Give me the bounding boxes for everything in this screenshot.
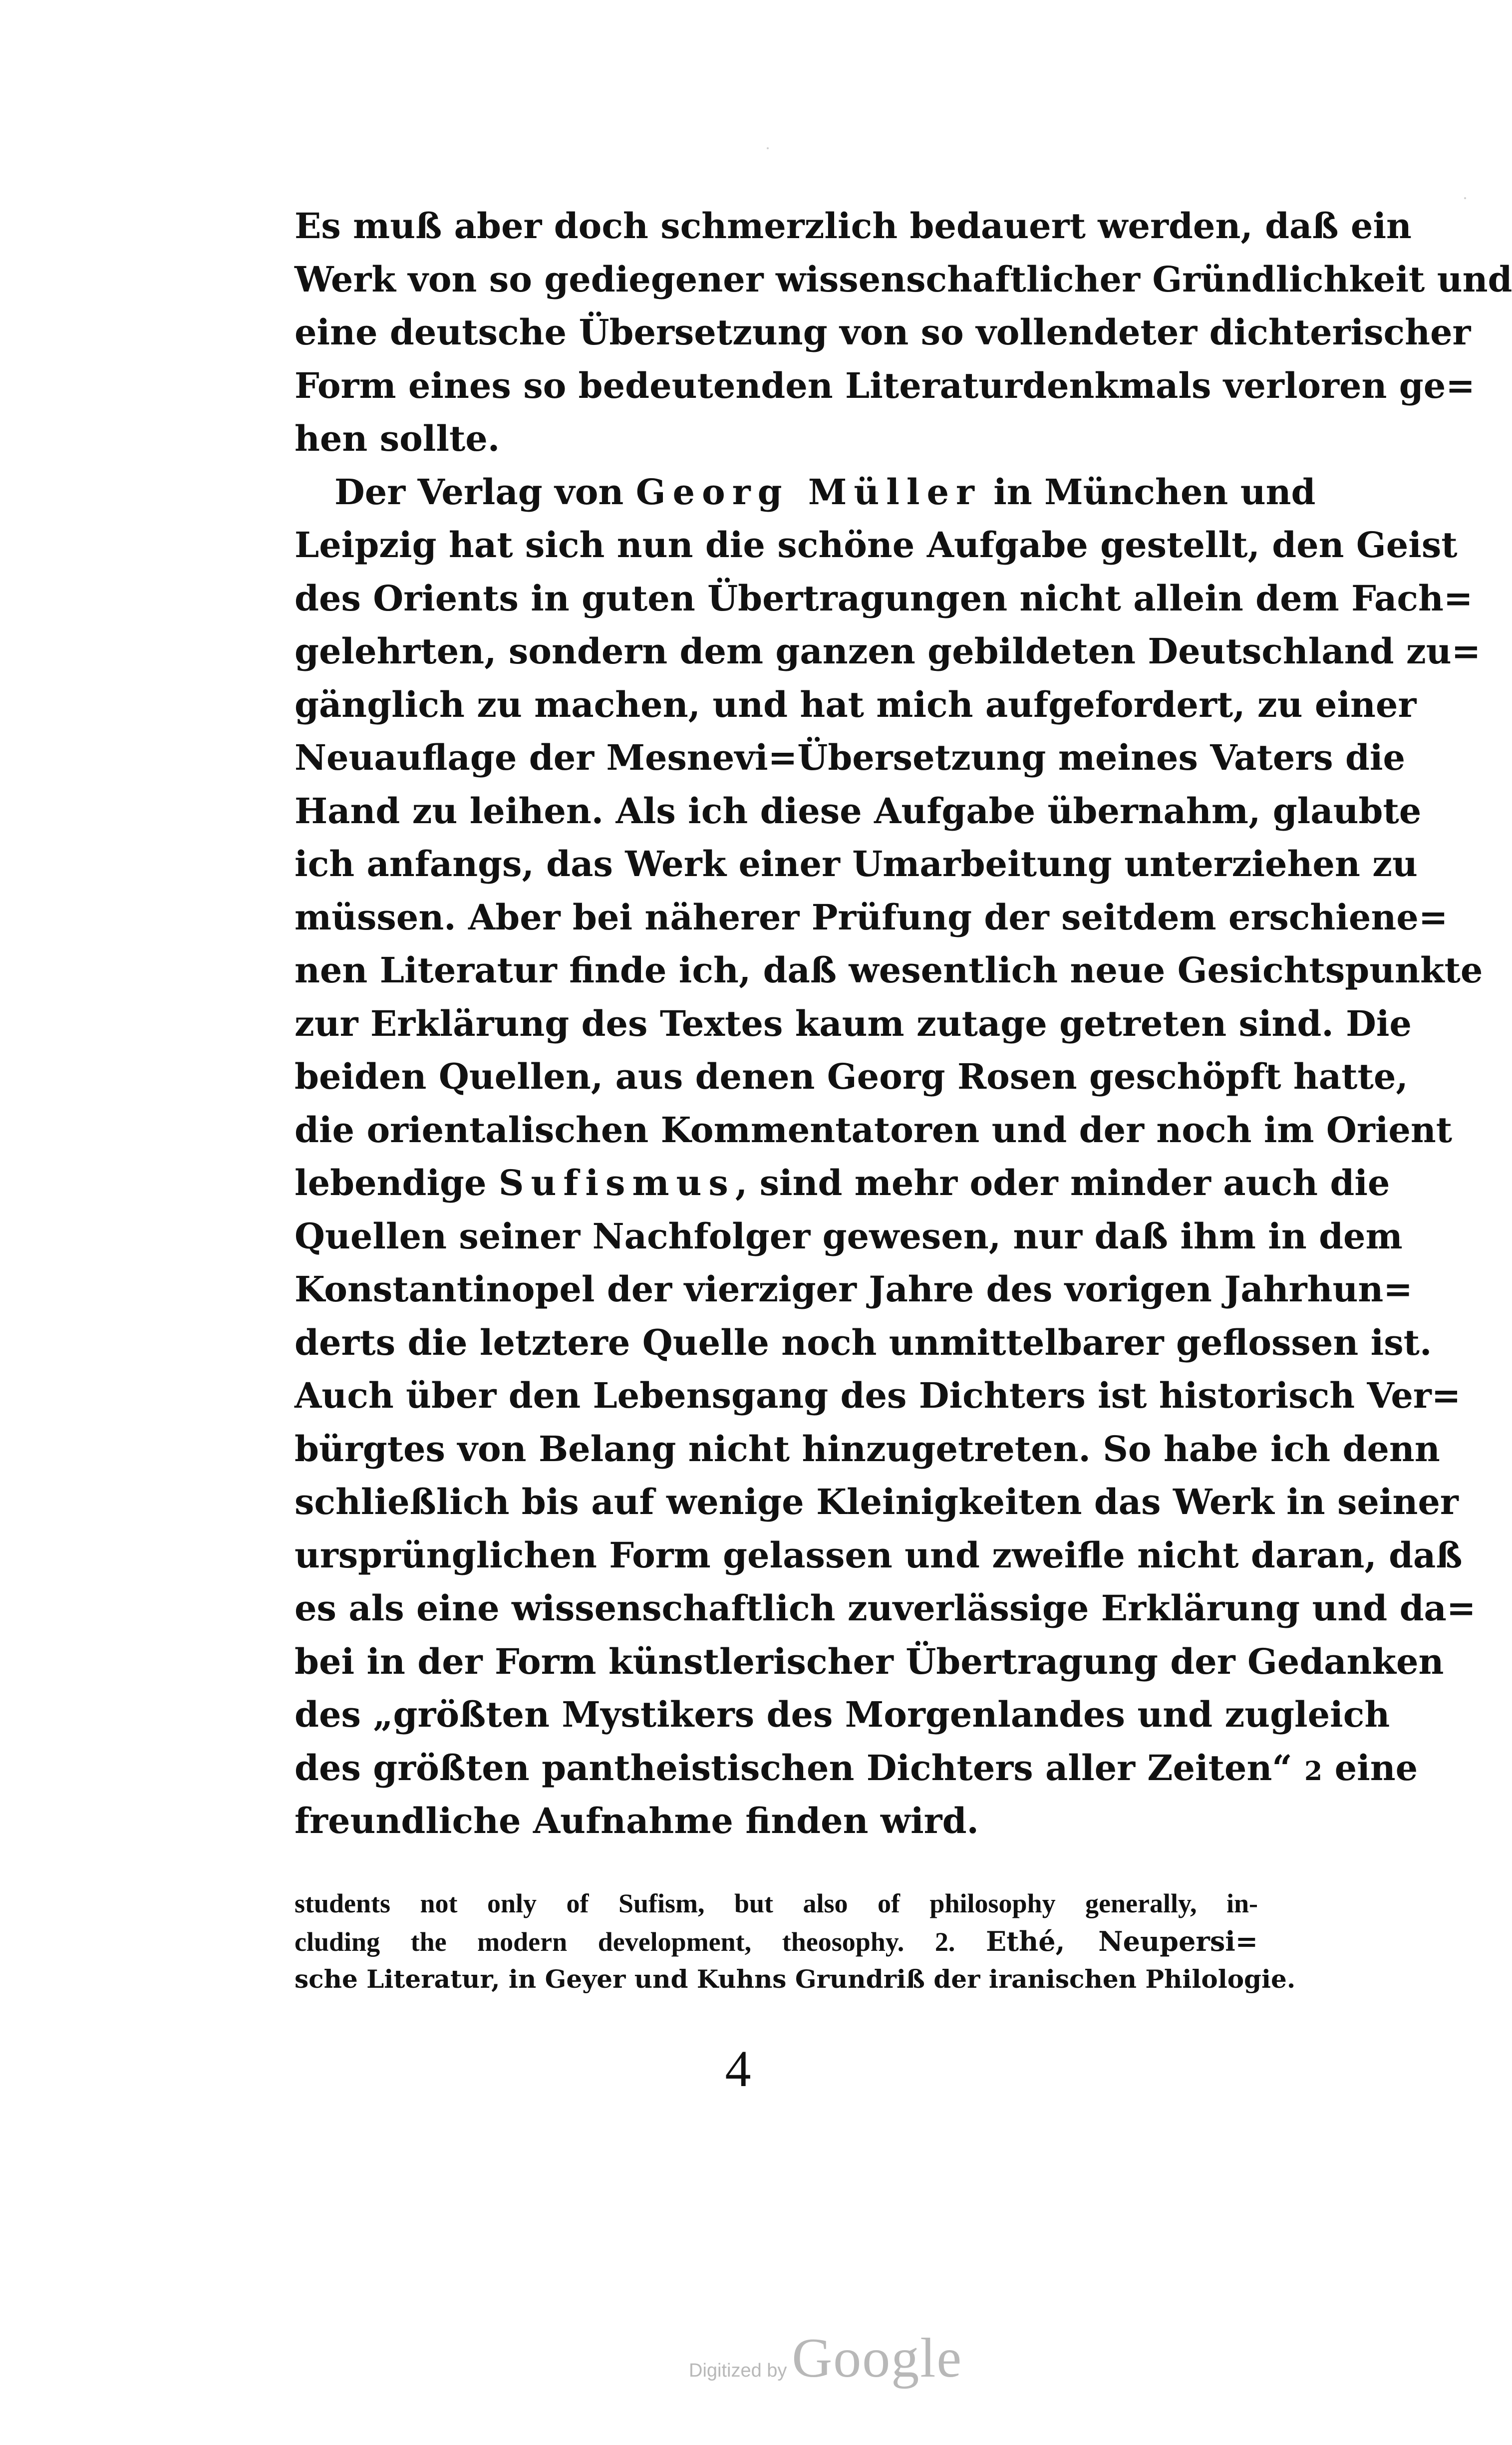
- watermark-prefix: Digitized by: [689, 2360, 787, 2381]
- text-line: des „größten Mystikers des Morgenlandes und zugleich: [295, 1694, 1390, 1735]
- footnote-line: students not only of Sufism, but also of philosophy generally, in-: [295, 1888, 1258, 1918]
- text-segment: eine: [1334, 1747, 1418, 1789]
- text-line: ursprünglichen Form gelassen und zweifle nicht daran, daß: [295, 1534, 1463, 1576]
- text-line: beiden Quellen, aus denen Georg Rosen geschöpft hatte,: [295, 1056, 1408, 1097]
- page-number: 4: [725, 2040, 751, 2098]
- text-line: derts die letztere Quelle noch unmittelbarer geflossen ist.: [295, 1321, 1432, 1363]
- main-text-block: [295, 200, 1512, 1848]
- text-segment: lebendige: [295, 1162, 487, 1204]
- text-line: gelehrten, sondern dem ganzen gebildeten Deutschland zu=: [295, 630, 1481, 672]
- text-line: Es muß aber doch schmerzlich bedauert werden, daß ein: [295, 205, 1412, 247]
- text-line: zur Erklärung des Textes kaum zutage getreten sind. Die: [295, 1002, 1412, 1044]
- footnote-block: [295, 1884, 1296, 1998]
- footnote-line: sche Literatur, in Geyer und Kuhns Grundriß der iranischen Philologie.: [295, 1964, 1296, 1994]
- text-line: es als eine wissenschaftlich zuverlässige Erklärung und da=: [295, 1587, 1476, 1629]
- footnote-segment: Ethé, Neupersi=: [985, 1925, 1258, 1957]
- text-line: müssen. Aber bei näherer Prüfung der seitdem erschiene=: [295, 896, 1448, 938]
- text-line: schließlich bis auf wenige Kleinigkeiten das Werk in seiner: [295, 1481, 1459, 1523]
- text-line: ich anfangs, das Werk einer Umarbeitung unterziehen zu: [295, 843, 1418, 885]
- text-segment: des größten pantheistischen Dichters aller Zeiten“: [295, 1747, 1292, 1789]
- text-line: bei in der Form künstlerischer Übertragung der Gedanken: [295, 1640, 1444, 1682]
- emphasized-term: Sufismus: [498, 1162, 735, 1204]
- text-line: Quellen seiner Nachfolger gewesen, nur daß ihm in dem: [295, 1215, 1403, 1257]
- text-line: die orientalischen Kommentatoren und der noch im Orient: [295, 1109, 1453, 1151]
- text-line: Auch über den Lebensgang des Dichters ist historisch Ver=: [295, 1375, 1461, 1416]
- text-line: [295, 466, 1316, 519]
- text-line: eine deutsche Übersetzung von so vollendeter dichterischer: [295, 311, 1471, 353]
- text-line: nen Literatur finde ich, daß wesentlich neue Gesichtspunkte: [295, 949, 1483, 991]
- text-line: Form eines so bedeutenden Literaturdenkmals verloren ge=: [295, 364, 1475, 406]
- text-line: Hand zu leihen. Als ich diese Aufgabe übernahm, glaubte: [295, 790, 1422, 832]
- footnote-number: 2.: [934, 1927, 955, 1957]
- text-line: Konstantinopel der vierziger Jahre des vorigen Jahrhun=: [295, 1268, 1413, 1310]
- text-segment: Der Verlag von: [334, 471, 624, 513]
- digitized-watermark: [689, 2326, 962, 2391]
- publisher-name: Georg Müller: [635, 471, 981, 513]
- text-line: Leipzig hat sich nun die schöne Aufgabe gestellt, den Geist: [295, 524, 1458, 566]
- text-line: des Orients in guten Übertragungen nicht allein dem Fach=: [295, 577, 1473, 619]
- scan-speck: [1464, 197, 1466, 199]
- text-line: [295, 1742, 1418, 1795]
- google-logo: Google: [792, 2327, 963, 2389]
- text-segment: , sind mehr oder minder auch die: [735, 1162, 1390, 1204]
- text-line: hen sollte.: [295, 418, 500, 459]
- text-line: bürgtes von Belang nicht hinzugetreten. So habe ich denn: [295, 1428, 1440, 1470]
- scan-speck: [767, 147, 769, 149]
- text-segment: in München und: [993, 471, 1316, 513]
- footnote-segment: cluding the modern development, theosophy.: [295, 1927, 905, 1957]
- text-line: Werk von so gediegener wissenschaftlicher Gründlichkeit und: [295, 258, 1512, 300]
- footnote-line: [295, 1922, 1258, 1960]
- text-line: Neuauflage der Mesnevi=Übersetzung meines Vaters die: [295, 737, 1406, 778]
- text-line: [295, 1157, 1390, 1210]
- text-line: freundliche Aufnahme finden wird.: [295, 1800, 979, 1841]
- footnote-marker: 2: [1304, 1756, 1323, 1787]
- text-line: gänglich zu machen, und hat mich aufgefordert, zu einer: [295, 683, 1417, 725]
